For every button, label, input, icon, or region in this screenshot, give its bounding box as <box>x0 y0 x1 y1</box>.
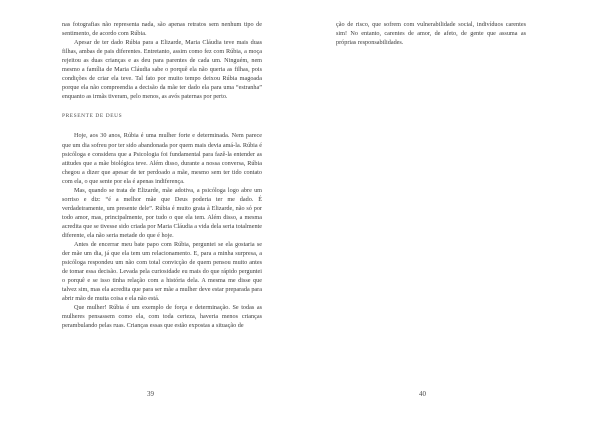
paragraph: ção de risco, que sofrem com vulnerabilidade social, indivíduos carentes sim! No entanto, carentes de amor, de afeto, de gente que assuma as próprias responsabilidades. <box>336 21 526 47</box>
page-number: 39 <box>147 390 154 398</box>
paragraph: nas fotografias não representa nada, são apenas retratos sem nenhum tipo de sentimento, de acordo com Rúbia. <box>62 21 262 38</box>
paragraph: Mas, quando se trata de Elizarde, mãe adotiva, a psicóloga logo abre um sorriso e diz: “é a melhor mãe que Deus poderia ter me dado. É verdadeiramente, um presente dele”. Rúbia é muito grata à Elizarde, não só por todo amor, mas, principalmente, por tudo o que ela tem. Além disso, a mesma acredita que se tivesse sido criada por Maria Cláudia a vida dela seria totalmente diferente, ela não seria metade do que é hoje. <box>62 186 262 239</box>
paragraph: Antes de encerrar meu bate papo com Rúbia, perguntei se ela gostaria se der mãe um dia, já que ela tem um relacionamento. E, para a minha surpresa, a psicóloga respondeu um não com total convicção de quem pensou muito antes de tomar essa decisão. Levada pela curiosidade eu mais do que rápido perguntei o porquê e se isso tinha relação com a história dela. A mesma me disse que talvez sim, mas ela acredita que para ser mãe a mulher deve estar preparada para abrir mão de muita coisa e ela não está. <box>62 241 262 303</box>
page-number: 40 <box>419 390 426 398</box>
paragraph: Que mulher! Rúbia é um exemplo de força e determinação. Se todas as mulheres pensassem como ela, com toda certeza, haveria menos crianças perambulando pelas ruas. Crianças essas que estão expostas a situação de <box>62 304 262 330</box>
right-page <box>300 0 600 422</box>
left-page-text <box>62 20 262 331</box>
right-page-text <box>336 20 526 47</box>
section-heading: PRESENTE DE DEUS <box>62 113 123 120</box>
paragraph: Hoje, aos 30 anos, Rúbia é uma mulher forte e determinada. Nem parece que um dia sofreu por ter sido abandonada por quem mais devia amá-la. Rúbia é psicóloga e considera que a Psicologia foi fundamental para fazê-la entender as atitudes que a mãe biológica teve. Além disso, durante a nossa conversa, Rúbia chegou a dizer que apesar de ter perdoado a mãe, mesmo sem ter tido contato com ela, o que sente por ela é apenas indiferença. <box>62 132 262 185</box>
paragraph: Apesar de ter dado Rúbia para a Elizarde, Maria Cláudia teve mais duas filhas, ambas de pais diferentes. Entretanto, assim como fez com Rúbia, a moça rejeitou as duas crianças e as deu para parentes de cada um. Ninguém, nem mesmo a família de Maria Cláudia sabe o porquê ela não queria as filhas, pois condições de criar ela teve. Tal fato por muito tempo deixou Rúbia magoada porque ela não compreendia a decisão da mãe ter dado ela para uma “estranha” enquanto as irmãs tiveram, pelo menos, as avós paternas por perto. <box>62 39 262 101</box>
